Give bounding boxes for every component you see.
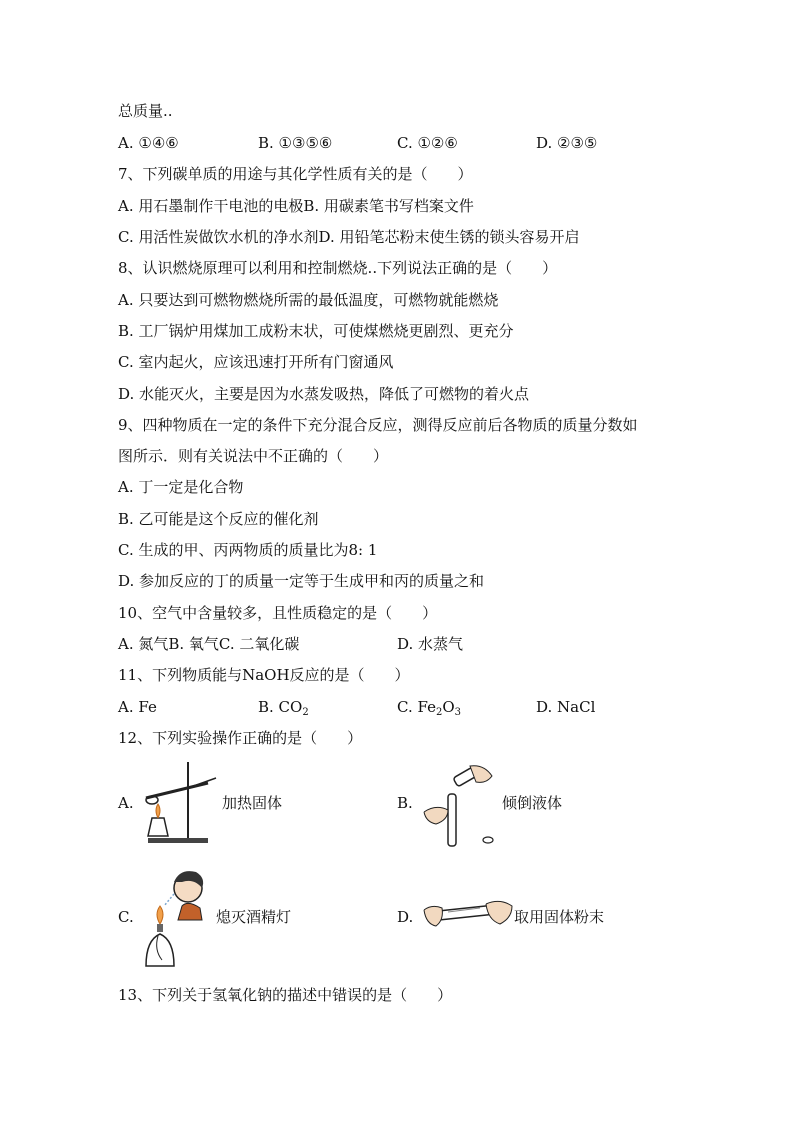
q9-option-c: C. 生成的甲、丙两物质的质量比为8: 1 (118, 541, 378, 559)
q11-option-c-text: C. Fe (397, 698, 436, 716)
q12-option-b-label: B. (397, 794, 413, 812)
q11-option-b-subscript: 2 (302, 707, 309, 718)
q12-option-c-caption: 熄灭酒精灯 (216, 908, 292, 926)
q10-option-d: D. 水蒸气 (397, 635, 464, 653)
q12-option-a-caption: 加热固体 (222, 794, 283, 812)
text-line-total-mass: 总质量.. (118, 102, 173, 120)
q7-options-cd: C. 用活性炭做饮水机的净水剂D. 用铅笔芯粉末使生锈的锁头容易开启 (118, 228, 580, 246)
q8-option-b: B. 工厂锅炉用煤加工成粉末状，可使煤燃烧更剧烈、更充分 (118, 322, 514, 340)
q6-option-b: B. ①③⑤⑥ (258, 134, 333, 152)
q8-stem: 8、认识燃烧原理可以利用和控制燃烧..下列说法正确的是（ ） (118, 259, 558, 277)
q9-stem-continued: 图所示．则有关说法中不正确的（ ） (118, 447, 389, 465)
q9-stem: 9、四种物质在一定的条件下充分混合反应，测得反应前后各物质的质量分数如 (118, 416, 638, 434)
q11-stem: 11、下列物质能与NaOH反应的是（ ） (118, 666, 410, 684)
q10-options-abc: A. 氮气B. 氧气C. 二氧化碳 (118, 635, 300, 653)
q11-option-c-text-mid: O (442, 698, 455, 716)
q9-option-d: D. 参加反应的丁的质量一定等于生成甲和丙的质量之和 (118, 572, 485, 590)
q11-option-d: D. NaCl (536, 698, 596, 716)
q11-option-b-text: B. CO (258, 698, 303, 716)
q12-option-a-label: A. (118, 794, 134, 812)
q11-option-a: A. Fe (118, 698, 157, 716)
q8-option-c: C. 室内起火，应该迅速打开所有门窗通风 (118, 353, 394, 371)
q7-options-ab: A. 用石墨制作干电池的电极B. 用碳素笔书写档案文件 (118, 197, 474, 215)
q13-stem: 13、下列关于氢氧化钠的描述中错误的是（ ） (118, 986, 453, 1004)
q8-option-a: A. 只要达到可燃物燃烧所需的最低温度，可燃物就能燃烧 (118, 291, 499, 309)
pouring-liquid-figure (418, 758, 500, 850)
q12-option-b-caption: 倾倒液体 (502, 794, 563, 812)
q12-option-d-caption: 取用固体粉末 (514, 908, 605, 926)
extinguishing-alcohol-lamp-figure (142, 866, 208, 972)
q8-option-d: D. 水能灭火，主要是因为水蒸发吸热，降低了可燃物的着火点 (118, 385, 530, 403)
q12-option-d-label: D. (397, 908, 414, 926)
q9-option-a: A. 丁一定是化合物 (118, 478, 244, 496)
q12-stem: 12、下列实验操作正确的是（ ） (118, 729, 363, 747)
q11-option-c-subscript-2: 3 (454, 707, 462, 718)
q11-option-c (397, 697, 461, 723)
heating-solid-figure (138, 758, 220, 848)
q11-option-c-subscript-1: 2 (435, 707, 443, 718)
q6-option-d: D. ②③⑤ (536, 134, 598, 152)
q6-option-c: C. ①②⑥ (397, 134, 458, 152)
q12-option-c-label: C. (118, 908, 134, 926)
q9-option-b: B. 乙可能是这个反应的催化剂 (118, 510, 319, 528)
q11-option-b (258, 697, 309, 723)
q10-stem: 10、空气中含量较多，且性质稳定的是（ ） (118, 604, 438, 622)
taking-solid-powder-figure (422, 890, 514, 944)
q7-stem: 7、下列碳单质的用途与其化学性质有关的是（ ） (118, 165, 473, 183)
q6-option-a: A. ①④⑥ (118, 134, 179, 152)
